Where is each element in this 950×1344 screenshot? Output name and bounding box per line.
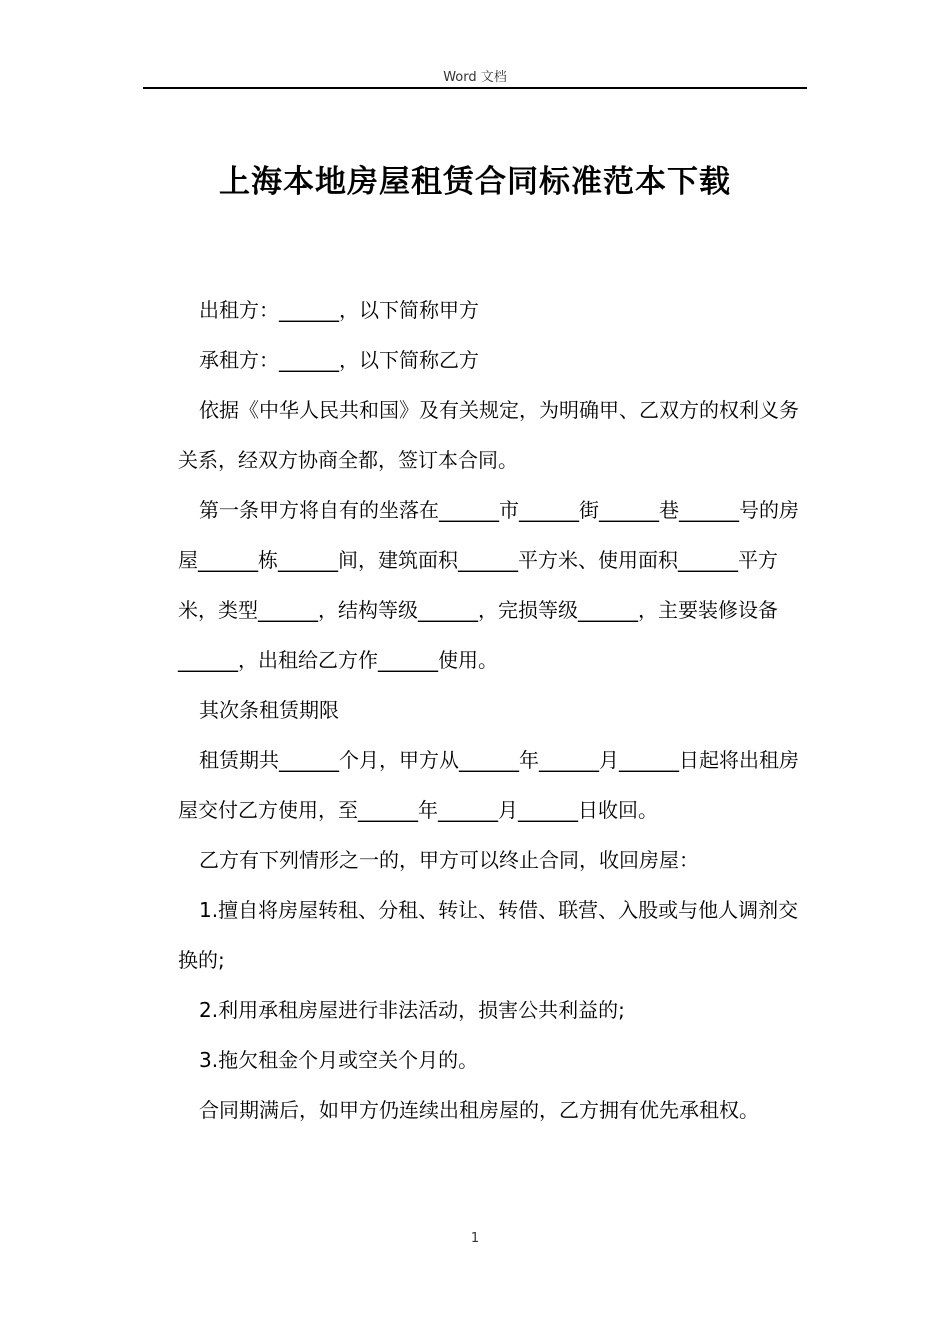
- paragraph-condition-1: 1.擅自将房屋转租、分租、转让、转借、联营、入股或与他人调剂交换的;: [178, 898, 799, 972]
- page-number: 1: [470, 1231, 480, 1246]
- document-title: 上海本地房屋租赁合同标准范本下载: [219, 164, 731, 200]
- document-header-label: Word 文档: [443, 70, 507, 85]
- paragraph-renewal-priority: 合同期满后，如甲方仍连续出租房屋的，乙方拥有优先承租权。: [199, 1098, 759, 1122]
- paragraph-basis: 依据《中华人民共和国》及有关规定，为明确甲、乙双方的权利义务关系，经双方协商全都，签订本合同。: [178, 398, 799, 472]
- paragraph-lease-term: 租赁期共______个月，甲方从______年______月______日起将出租房屋交付乙方使用，至______年______月______日收回。: [178, 748, 799, 822]
- document-body: [178, 285, 810, 1135]
- paragraph-lessor: 出租方：______，以下简称甲方: [199, 298, 479, 322]
- paragraph-article-2-heading: 其次条租赁期限: [199, 698, 339, 722]
- paragraph-article-1: 第一条甲方将自有的坐落在______市______街______巷______号的房屋______栋______间，建筑面积______平方米、使用面积______平方米，类型______，结构等级______，完损等级______，主要装修设备______，出租给乙方作______使用。: [178, 498, 799, 672]
- paragraph-condition-3: 3.拖欠租金个月或空关个月的。: [199, 1048, 479, 1072]
- paragraph-lessee: 承租方：______，以下简称乙方: [199, 348, 479, 372]
- paragraph-condition-2: 2.利用承租房屋进行非法活动，损害公共利益的;: [199, 998, 625, 1022]
- paragraph-termination-conditions: 乙方有下列情形之一的，甲方可以终止合同，收回房屋：: [199, 848, 699, 872]
- header-divider: [143, 87, 807, 89]
